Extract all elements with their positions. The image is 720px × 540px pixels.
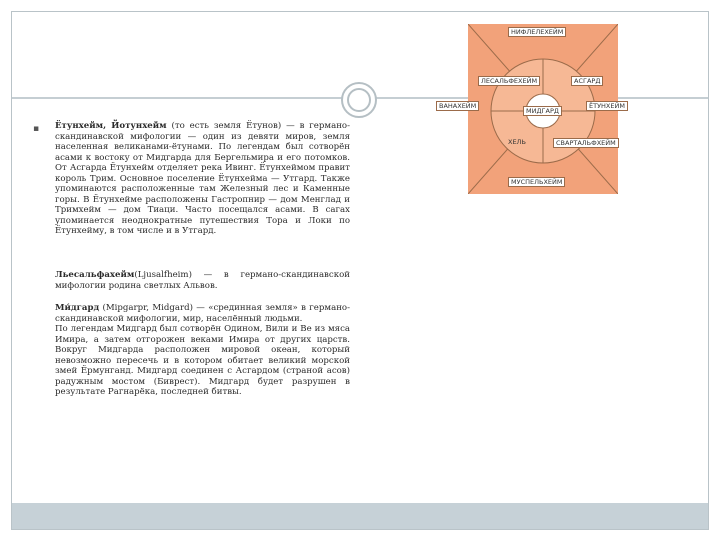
nine-worlds-diagram: [439, 24, 625, 194]
paragraph-midgard: [55, 303, 350, 398]
ring-ornament-icon: [341, 82, 377, 118]
paragraph-jotunheim: [55, 121, 350, 237]
label-bottom: МУСПЕЛЬХЕЙМ: [508, 177, 565, 187]
label-lower-right: СВАРТАЛЬФХЕЙМ: [553, 138, 619, 148]
term-ljusalfheim: Льесальфахейм: [55, 270, 135, 280]
midgard-legend: По легендам Мидгард был сотворён Одином, Вили и Ве из мяса Имира, а затем отгорожен веками Имира от других царств. Вокруг Мидгарда расположен мировой океан, который невозможно пересечь и в котором обитает великий морской змей Ёрмунганд. Мидгард соединен с Асгардом (страной асов) радужным мостом (Биврест). Мидгард будет разрушен в результате Рагнарёка, последней битвы.: [55, 324, 350, 397]
label-upper-right: АСГАРД: [571, 76, 603, 86]
bullet-icon: ▪: [33, 124, 40, 134]
label-upper-left: ЛЕСАЛЬФЕХЕЙМ: [478, 76, 540, 86]
midgard-definition: (Miрgarрr, Midgard) — «срединная земля» в германо-скандинавской мифологии, мир, населённый людьми.: [55, 303, 350, 324]
label-left: ВАНАХЕЙМ: [436, 101, 479, 111]
slide-footer-band: [12, 503, 708, 529]
label-top: НИФЛЕЛЕХЕЙМ: [508, 27, 566, 37]
jotunheim-definition: (то есть земля Ётунов) — в германо-скандинавской мифологии — один из девяти миров, земля населенная великанами-ётунами. По легендам был сотворён асами к востоку от Мидгарда для Бергельмира и его потомков. От Асгарда Ётунхейм отделяет река Ивинг. Ётунхеймом правит король Трим. Основное поселение Ётунхейма — Утгард. Также упоминаются расположенные там Железный лес и Каменные горы. В Ётунхейме расположены Гастропнир — дом Менглад и Тримхейм — дом Тиаци. Часто посещался асами. В сагах упоминается неоднократные путешествия Тора и Локи по Ётунхейму, в том числе и в Утгард.: [55, 121, 350, 236]
label-center: МИДГАРД: [523, 106, 562, 116]
paragraph-ljusalfheim: [55, 270, 350, 291]
term-jotunheim: Ётунхейм, Йотунхейм: [55, 121, 167, 131]
label-right: ЁТУНХЕЙМ: [586, 101, 628, 111]
ljusalfheim-definition: (Ljusalfheim) — в германо-скандинавской мифологии родина светлых Альвов.: [55, 270, 350, 291]
term-midgard: Ми́дгард: [55, 303, 100, 313]
label-lower-left: ХЕЛЬ: [508, 138, 526, 146]
